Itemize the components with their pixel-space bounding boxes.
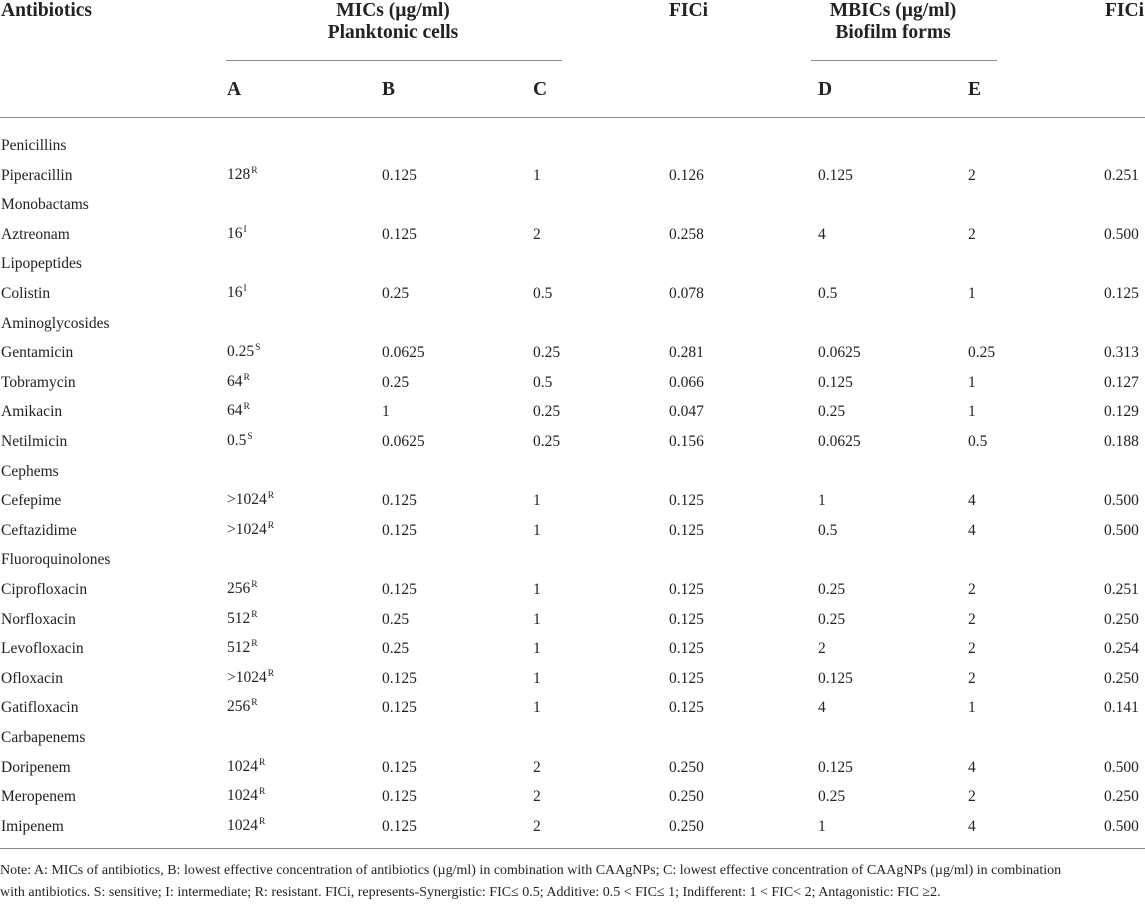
col-group-mics-subtitle: Planktonic cells — [327, 22, 459, 43]
cell-fici-planktonic: 0.125 — [669, 521, 704, 539]
cell-d: 4 — [818, 225, 826, 243]
cell-c: 1 — [533, 581, 541, 598]
cell-a-susceptibility: I — [243, 284, 247, 294]
cell-fici-biofilm: 0.129 — [1104, 403, 1139, 421]
cell-e: 2 — [968, 788, 976, 806]
cell-d: 1 — [818, 817, 826, 835]
cell-b: 1 — [382, 403, 390, 421]
cell-e: 0.5 — [968, 433, 988, 450]
cell-b: 0.125 — [382, 699, 417, 717]
cell-fici-planktonic: 0.125 — [669, 699, 704, 717]
col-header-a: A — [227, 79, 242, 100]
cell-a-susceptibility: R — [251, 698, 258, 709]
cell-b: 0.125 — [382, 166, 417, 184]
cell-c: 1 — [533, 610, 541, 628]
cell-fici-biofilm: 0.500 — [1104, 225, 1139, 243]
cell-a-susceptibility: R — [259, 757, 266, 768]
cell-e: 0.25 — [968, 344, 996, 362]
cell-fici-planktonic: 0.281 — [669, 344, 704, 362]
col-header-e: E — [968, 79, 982, 100]
cell-fici-planktonic: 0.125 — [669, 610, 704, 628]
cell-b: 0.25 — [382, 610, 410, 628]
category-label: Lipopeptides — [1, 255, 82, 273]
cell-d: 0.125 — [818, 373, 853, 391]
cell-fici-biofilm: 0.251 — [1104, 166, 1139, 184]
cell-a-susceptibility: S — [255, 343, 261, 354]
cell-e: 2 — [968, 581, 976, 598]
cell-d: 0.25 — [818, 610, 846, 628]
cell-a-susceptibility: R — [251, 580, 258, 590]
cell-a — [227, 432, 253, 452]
table-note-line-2: with antibiotics. S: sensitive; I: intermediate; R: resistant. FICi, represents-Synergistic: FIC≤ 0.5; Additive: 0.5 < FIC≤ 1; Indifferent: 1 < FIC< 2; Antagonistic: FIC ≥2. — [0, 885, 941, 900]
cell-fici-planktonic: 0.047 — [669, 403, 704, 421]
antibiotic-name: Cefepime — [1, 492, 62, 510]
cell-d: 0.0625 — [818, 433, 861, 450]
cell-a-susceptibility: R — [267, 520, 275, 531]
cell-c: 2 — [533, 225, 541, 243]
cell-c: 0.25 — [533, 403, 561, 421]
cell-fici-planktonic: 0.250 — [669, 758, 704, 776]
cell-a — [227, 402, 250, 422]
cell-c: 0.5 — [533, 373, 553, 391]
cell-fici-planktonic: 0.125 — [669, 492, 704, 510]
cell-e: 2 — [968, 669, 976, 687]
cell-e: 2 — [968, 225, 976, 243]
cell-a-susceptibility: R — [259, 787, 266, 798]
col-header-d: D — [818, 79, 833, 100]
table-note — [0, 860, 1140, 904]
cell-a-susceptibility: R — [251, 639, 258, 650]
category-label: Penicillins — [1, 137, 67, 154]
cell-fici-biofilm: 0.250 — [1104, 610, 1139, 628]
category-label: Monobactams — [1, 196, 89, 214]
cell-fici-planktonic: 0.250 — [669, 817, 704, 835]
antibiotic-name: Aztreonam — [1, 225, 70, 243]
cell-e: 2 — [968, 610, 976, 628]
antibiotic-name: Tobramycin — [1, 373, 76, 391]
cell-b: 0.125 — [382, 669, 417, 687]
cell-e: 2 — [968, 166, 976, 184]
cell-c: 0.5 — [533, 285, 553, 302]
category-label: Aminoglycosides — [1, 314, 110, 332]
cell-c: 1 — [533, 492, 541, 510]
cell-d: 0.125 — [818, 758, 853, 776]
cell-a — [227, 521, 274, 541]
cell-a — [227, 491, 274, 511]
col-header-c: C — [533, 79, 548, 100]
cell-c: 1 — [533, 669, 541, 687]
col-group-mbics-title: MBICs (µg/ml) — [829, 0, 957, 21]
cell-b: 0.125 — [382, 817, 417, 835]
cell-a-value: 256 — [227, 698, 251, 716]
cell-a-value: 64 — [227, 372, 243, 390]
cell-d: 0.5 — [818, 521, 838, 539]
cell-a — [227, 284, 247, 304]
antibiotic-name: Ciprofloxacin — [1, 581, 88, 598]
cell-a-value: 64 — [227, 402, 243, 420]
antibiotic-name: Piperacillin — [1, 166, 73, 184]
cell-a — [227, 580, 258, 600]
cell-fici-biofilm: 0.251 — [1104, 581, 1139, 598]
cell-a-susceptibility: R — [267, 668, 275, 679]
cell-a — [227, 343, 260, 363]
cell-c: 1 — [533, 640, 541, 658]
cell-d: 0.25 — [818, 581, 846, 598]
cell-a — [227, 817, 265, 837]
cell-fici-biofilm: 0.500 — [1104, 758, 1139, 776]
cell-a-susceptibility: I — [243, 224, 247, 235]
cell-fici-biofilm: 0.188 — [1104, 433, 1139, 450]
antibiotic-name: Gatifloxacin — [1, 699, 79, 717]
cell-fici-planktonic: 0.125 — [669, 669, 704, 687]
cell-c: 0.25 — [533, 433, 561, 450]
cell-c: 1 — [533, 521, 541, 539]
cell-c: 2 — [533, 817, 541, 835]
cell-fici-planktonic: 0.126 — [669, 166, 704, 184]
antibiotic-name: Ofloxacin — [1, 669, 63, 687]
cell-a-susceptibility: R — [251, 609, 258, 620]
cell-a — [227, 639, 258, 659]
table-note-line-1: Note: A: MICs of antibiotics, B: lowest effective concentration of antibiotics (µg/ml) in combination with CAAgNPs; C: lowest effective concentration of CAAgNPs (µg/ml) in combination — [0, 863, 1062, 878]
cell-fici-planktonic: 0.156 — [669, 433, 704, 450]
cell-b: 0.25 — [382, 640, 410, 658]
category-label: Cephems — [1, 462, 59, 480]
cell-fici-planktonic: 0.250 — [669, 788, 704, 806]
cell-e: 1 — [968, 403, 976, 421]
cell-a-value: 16 — [227, 224, 243, 242]
cell-fici-planktonic: 0.078 — [669, 285, 704, 302]
antibiotic-name: Doripenem — [1, 758, 71, 776]
cell-a — [227, 373, 250, 393]
cell-fici-biofilm: 0.125 — [1104, 285, 1139, 302]
cell-a — [227, 225, 247, 245]
cell-b: 0.125 — [382, 521, 417, 539]
cell-a-value: >1024 — [227, 520, 267, 538]
cell-a-value: 1024 — [227, 757, 258, 775]
cell-e: 4 — [968, 521, 976, 539]
cell-b: 0.125 — [382, 788, 417, 806]
col-header-fici-biofilm: FICi — [1105, 0, 1144, 21]
cell-d: 0.125 — [818, 669, 853, 687]
cell-a-value: 512 — [227, 609, 251, 627]
antibiotic-name: Gentamicin — [1, 344, 74, 362]
antibiotic-name: Imipenem — [1, 817, 64, 835]
cell-e: 4 — [968, 817, 976, 835]
cell-a-susceptibility: R — [243, 402, 250, 413]
table-bottom-rule — [0, 848, 1145, 849]
antibiotic-name: Colistin — [1, 285, 51, 302]
antibiotic-name: Norfloxacin — [1, 610, 76, 628]
cell-fici-biofilm: 0.141 — [1104, 699, 1139, 717]
cell-e: 2 — [968, 640, 976, 658]
cell-a — [227, 787, 265, 807]
cell-a-value: 1024 — [227, 787, 258, 805]
cell-a-value: 0.5 — [227, 432, 247, 449]
cell-fici-biofilm: 0.500 — [1104, 817, 1139, 835]
cell-fici-biofilm: 0.250 — [1104, 788, 1139, 806]
cell-a — [227, 758, 265, 778]
cell-a-value: 0.25 — [227, 343, 255, 361]
cell-a-susceptibility: R — [243, 372, 250, 383]
mics-group-rule — [226, 60, 562, 61]
col-header-antibiotics: Antibiotics — [1, 0, 93, 21]
cell-c: 1 — [533, 166, 541, 184]
cell-a — [227, 166, 258, 186]
cell-d: 0.25 — [818, 788, 846, 806]
cell-a-value: 1024 — [227, 816, 258, 834]
col-header-b: B — [382, 79, 396, 100]
antibiotic-name: Netilmicin — [1, 433, 68, 450]
col-group-mbics-subtitle: Biofilm forms — [835, 22, 951, 43]
cell-fici-planktonic: 0.125 — [669, 640, 704, 658]
cell-b: 0.125 — [382, 225, 417, 243]
cell-d: 2 — [818, 640, 826, 658]
cell-c: 1 — [533, 699, 541, 717]
cell-a-value: 512 — [227, 639, 251, 657]
cell-a-value: 128 — [227, 165, 251, 183]
antibiotic-name: Ceftazidime — [1, 521, 77, 539]
cell-a — [227, 610, 258, 630]
cell-a-susceptibility: S — [247, 432, 253, 442]
cell-fici-biofilm: 0.127 — [1104, 373, 1139, 391]
cell-fici-biofilm: 0.500 — [1104, 521, 1139, 539]
cell-fici-biofilm: 0.254 — [1104, 640, 1139, 658]
cell-a-value: 256 — [227, 580, 251, 597]
cell-b: 0.125 — [382, 581, 417, 598]
header-bottom-rule — [0, 117, 1145, 118]
col-group-mics-title: MICs (µg/ml) — [336, 0, 450, 21]
cell-c: 2 — [533, 758, 541, 776]
cell-b: 0.0625 — [382, 433, 425, 450]
cell-b: 0.25 — [382, 373, 410, 391]
cell-fici-biofilm: 0.500 — [1104, 492, 1139, 510]
cell-d: 0.0625 — [818, 344, 861, 362]
cell-b: 0.25 — [382, 285, 410, 302]
cell-c: 0.25 — [533, 344, 561, 362]
cell-c: 2 — [533, 788, 541, 806]
category-label: Fluoroquinolones — [1, 551, 111, 569]
cell-a-value: >1024 — [227, 668, 267, 686]
antibiotic-name: Amikacin — [1, 403, 63, 421]
cell-a-value: 16 — [227, 284, 243, 301]
antibiotic-name: Meropenem — [1, 788, 76, 806]
cell-e: 1 — [968, 285, 976, 302]
mbics-group-rule — [811, 60, 997, 61]
cell-a-value: >1024 — [227, 491, 267, 509]
cell-b: 0.0625 — [382, 344, 425, 362]
cell-a-susceptibility: R — [259, 816, 266, 827]
cell-a-susceptibility: R — [267, 491, 275, 502]
cell-d: 0.5 — [818, 285, 838, 302]
cell-d: 1 — [818, 492, 826, 510]
cell-d: 0.25 — [818, 403, 846, 421]
cell-fici-planktonic: 0.125 — [669, 581, 704, 598]
cell-b: 0.125 — [382, 492, 417, 510]
cell-d: 0.125 — [818, 166, 853, 184]
antibiotic-name: Levofloxacin — [1, 640, 84, 658]
category-label: Carbapenems — [1, 729, 86, 746]
cell-fici-planktonic: 0.258 — [669, 225, 704, 243]
cell-b: 0.125 — [382, 758, 417, 776]
cell-d: 4 — [818, 699, 826, 717]
cell-e: 4 — [968, 492, 976, 510]
cell-a — [227, 669, 274, 689]
cell-a-susceptibility: R — [251, 165, 258, 176]
cell-a — [227, 698, 258, 718]
col-header-fici-planktonic: FICi — [669, 0, 708, 21]
cell-fici-planktonic: 0.066 — [669, 373, 704, 391]
cell-fici-biofilm: 0.250 — [1104, 669, 1139, 687]
cell-fici-biofilm: 0.313 — [1104, 344, 1139, 362]
cell-e: 4 — [968, 758, 976, 776]
cell-e: 1 — [968, 373, 976, 391]
cell-e: 1 — [968, 699, 976, 717]
